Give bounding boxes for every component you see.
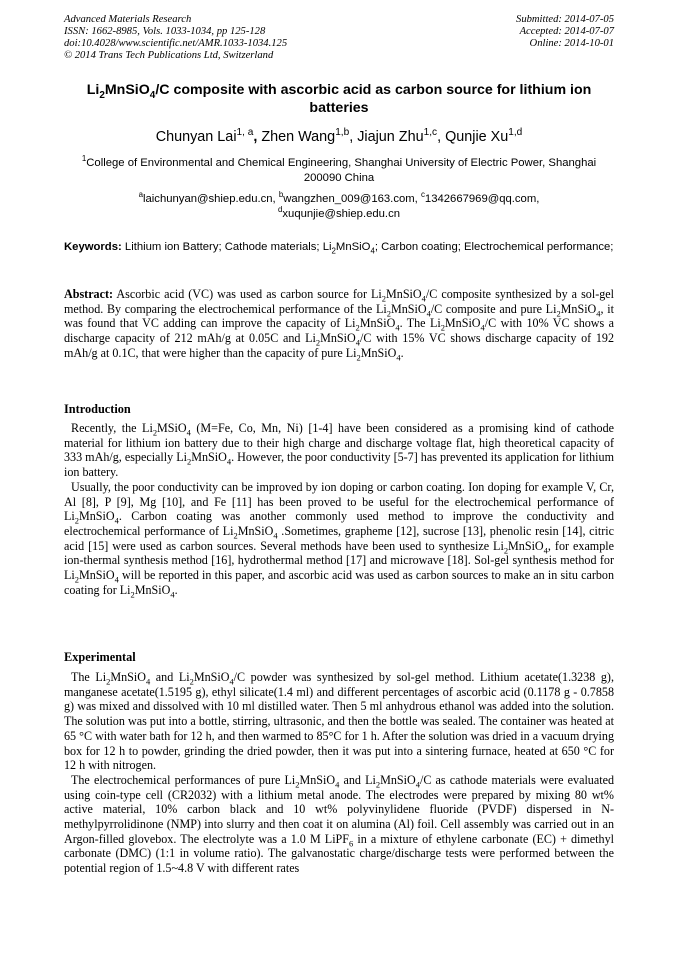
email-c[interactable]: 1342667969@qq.com [424, 193, 537, 205]
accepted-date: Accepted: 2014-07-07 [519, 26, 614, 37]
email-b[interactable]: wangzhen_009@163.com [283, 193, 415, 205]
experimental-body [64, 670, 614, 876]
author-3: Jiajun Zhu$^{1,c}$, [357, 127, 446, 145]
keywords-label: Keywords: [64, 241, 122, 253]
keywords-text: Lithium ion Battery; Cathode materials; $Li_2MnSiO_4$; Carbon coating; Electrochemical performance; [124, 241, 614, 256]
journal-header-right [516, 14, 614, 50]
exp-paragraph-1: The $Li_2MnSiO_4$ and $Li_2MnSiO_4/C$ powder was synthesized by sol-gel method. Lithium acetate(1.3238 g), manganese acetate(1.5195 g), ethyl silicate(1.4 ml) and different percentages of ascorbic acid (0.1178 g - 0.7858 g) was mixed and dissolved with 10 ml distilled water. Then 5 ml anhydrous ethanol was added into the solution. The solution was put into a bottle, stirring, ultrasonic, and then the bottle was sealed. The container was heated at 65 °C with water bath for 12 h, and then warmed to 85°C for 1 h. After the solution was dried in a vacuum drying box for 12 h to powder, grinding the dried powder, then it was put into a sintering furnace, heated at 650 °C for 12 h with nitrogen. [64, 670, 614, 773]
copyright-line: © 2014 Trans Tech Publications Ltd, Switzerland [64, 50, 274, 61]
introduction-heading: Introduction [64, 402, 131, 416]
affiliation: $^1$College of Environmental and Chemical Engineering, Shanghai University of Electric Power, Shanghai 200090 China [81, 154, 597, 184]
abstract-text: Ascorbic acid (VC) was used as carbon source for $Li_2MnSiO_4/C$ composite synthesized by a sol-gel method. By comparing the electrochemical performance of the $Li_2MnSiO_4/C$ composite and pure $Li_2MnSiO_4$, it was found that VC adding can improve the capacity of $Li_2MnSiO_4$. The $Li_2MnSiO_4/C$ with 10% VC shows a discharge capacity of 212 mAh/g at 0.05C and $Li_2MnSiO_4/C$ with 15% VC shows discharge capacity of 192 mAh/g at 0.1C, that were higher than the capacity of pure $Li_2MnSiO_4$. [64, 287, 615, 363]
paper-title: $Li_2MnSiO_4/C$ composite with ascorbic acid as carbon source for lithium ion batteries [86, 82, 592, 116]
intro-paragraph-1: Recently, the $Li_2MSiO_4$ (M=Fe, Co, Mn, Ni) [1-4] have been considered as a promising kind of cathode material for lithium ion battery due to their high charge and discharge voltage flat, high theoretical capacity of 333 mAh/g, especially $Li_2MnSiO_4$. However, the poor conductivity [5-7] has prevented its application for lithium ion battery. [64, 421, 614, 480]
keywords [64, 240, 614, 255]
introduction-body [64, 421, 614, 600]
journal-name: Advanced Materials Research [64, 14, 192, 25]
submitted-date: Submitted: 2014-07-05 [516, 14, 614, 25]
doi-line[interactable]: doi:10.4028/www.scientific.net/AMR.1033-1034.125 [64, 38, 288, 49]
author-list [64, 128, 614, 146]
author-2: Zhen Wang$^{1,b}$, [261, 127, 358, 145]
issn-line: ISSN: 1662-8985, Vols. 1033-1034, pp 125-128 [64, 26, 266, 37]
author-1: Chunyan Lai$^{1, a}$, [155, 127, 262, 145]
abstract-label: Abstract: [64, 287, 114, 301]
experimental-heading: Experimental [64, 650, 136, 664]
author-4: Qunjie Xu$^{1,d}$ [445, 127, 523, 145]
email-a[interactable]: laichunyan@shiep.edu.cn [143, 193, 273, 205]
email-d[interactable]: xuqunjie@shiep.edu.cn [282, 207, 401, 220]
intro-paragraph-2: Usually, the poor conductivity can be improved by ion doping or carbon coating. Ion doping for example V, Cr, Al [8], P [9], Mg [10], and Fe [11] has been proved to be useful for the electrochemical performance of $Li_2MnSiO_4$. Carbon coating was another commonly used method to improve the conductivity and electrochemical performance of $Li_2MnSiO_4$ .Sometimes, grapheme [12], sucrose [13], phenolic resin [14], citric acid [15] were used as carbon sources. Several methods have been used to synthesize $Li_2MnSiO_4$, for example ion-thermal synthesis method [16], hydrothermal method [17] and microwave [18]. Sol-gel synthesis method for $Li_2MnSiO_4$ will be reported in this paper, and ascorbic acid was used as carbon sources to make an in situ carbon coating for $Li_2MnSiO_4$. [64, 479, 614, 600]
email-list: $^a$laichunyan@shiep.edu.cn, $^b$wangzhen_009@163.com, $^c$1342667969@qq.com, $^d$xuqunjie@shiep.edu.cn [138, 190, 540, 220]
journal-header-left [64, 14, 287, 62]
abstract [64, 287, 614, 361]
online-date: Online: 2014-10-01 [529, 38, 614, 49]
exp-paragraph-2: The electrochemical performances of pure $Li_2MnSiO_4$ and $Li_2MnSiO_4/C$ as cathode materials were evaluated using coin-type cell (CR2032) with a lithium metal anode. The electrodes were prepared by mixing 80 wt% active material, 10% carbon black and 10 wt% polyvinylidene fluoride (PVDF) dispersed in N-methylpyrrolidinone (NMP) into slurry and then coat it on alumina (Al) foil. Cell assembly was carried out in an Argon-filled glovebox. The electrolyte was a 1.0 M LiPF$_6$ in a mixture of ethylene carbonate (EC) + dimethyl carbonate (DMC) (1:1 in volume ratio). The galvanostatic charge/discharge tests were performed between the potential region of 1.5~4.8 V with different rates [64, 772, 615, 876]
